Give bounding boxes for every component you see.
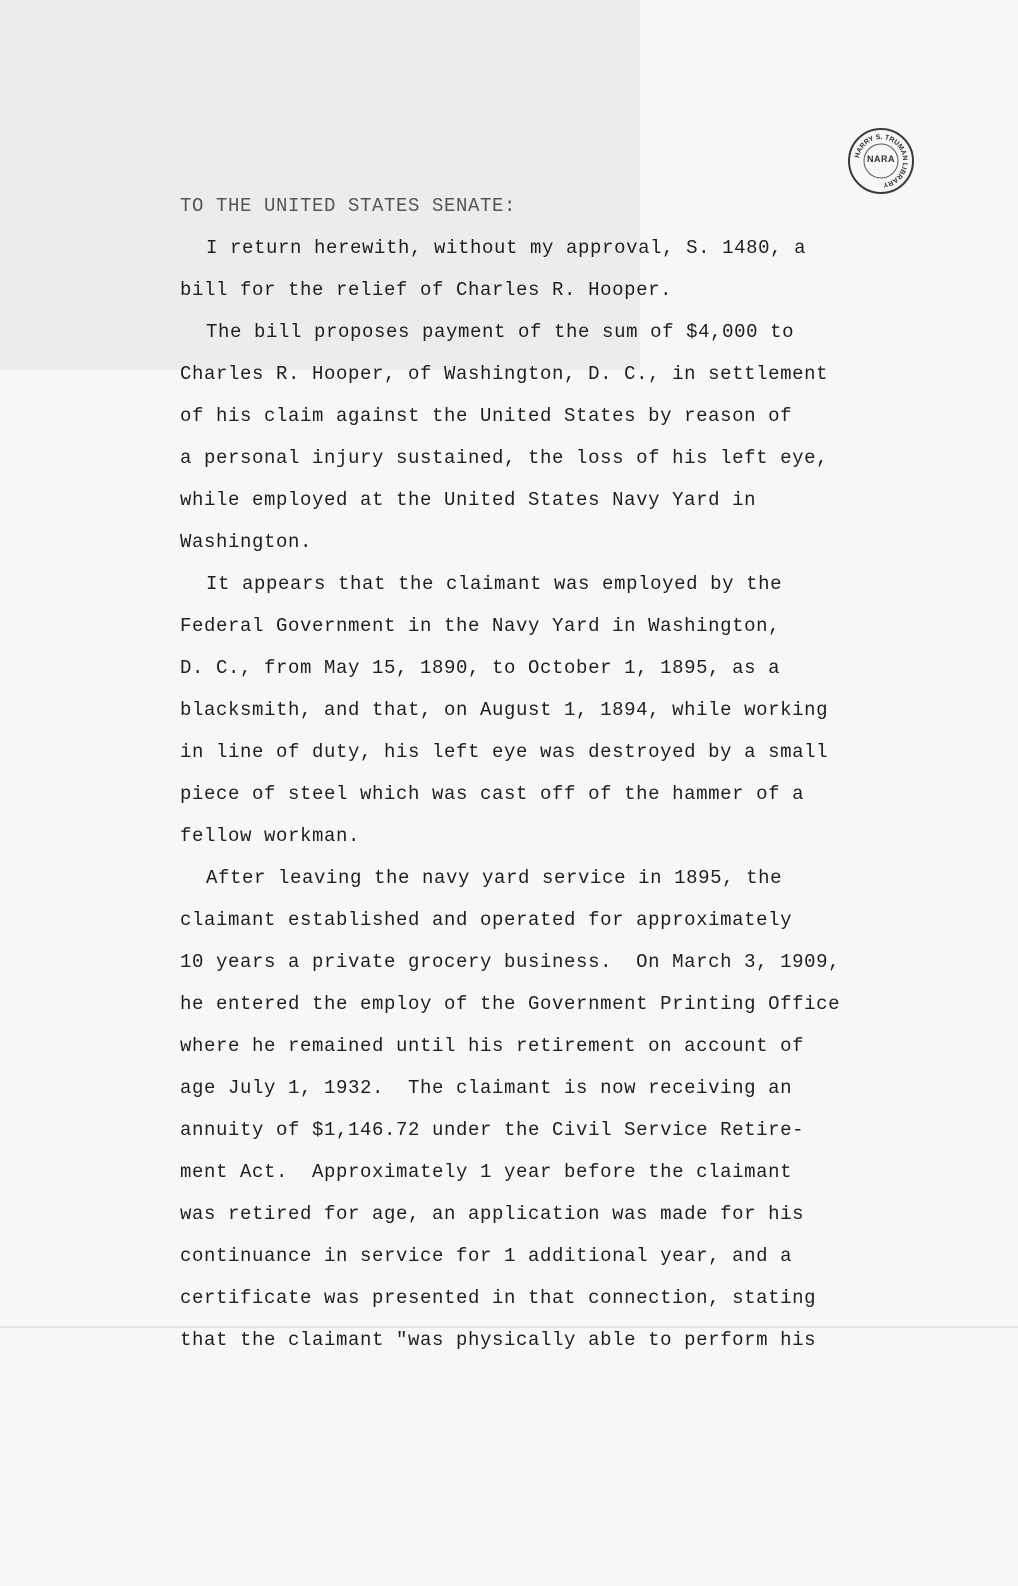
letter-heading: TO THE UNITED STATES SENATE: [180,195,517,217]
text-line: that the claimant "was physically able to perform his [180,1329,817,1351]
text-line: annuity of $1,146.72 under the Civil Service Retire- [180,1119,805,1141]
paragraphs-container [180,227,880,1361]
text-line: Federal Government in the Navy Yard in Washington, [180,615,781,637]
text-line: The bill proposes payment of the sum of $4,000 to [206,321,795,343]
text-line: was retired for age, an application was made for his [180,1203,805,1225]
stamp-ring-text: HARRY S. TRUMAN LIBRARY [854,133,909,188]
text-line: It appears that the claimant was employed by the [206,573,783,595]
paragraph [180,227,880,311]
text-line: claimant established and operated for approximately [180,909,793,931]
text-line: of his claim against the United States by reason of [180,405,793,427]
text-line: blacksmith, and that, on August 1, 1894, while working [180,699,829,721]
text-line: in line of duty, his left eye was destroyed by a small [180,741,829,763]
text-line: a personal injury sustained, the loss of his left eye, [180,447,829,469]
text-line: D. C., from May 15, 1890, to October 1, 1895, as a [180,657,781,679]
paragraph [180,563,880,857]
text-line: piece of steel which was cast off of the hammer of a [180,783,805,805]
text-line: fellow workman. [180,825,361,847]
stamp-center-text: NARA [867,154,895,164]
text-line: I return herewith, without my approval, S. 1480, a [206,237,807,259]
text-line: Charles R. Hooper, of Washington, D. C., in settlement [180,363,829,385]
text-line: where he remained until his retirement on account of [180,1035,805,1057]
text-line: he entered the employ of the Government Printing Office [180,993,841,1015]
text-line: ment Act. Approximately 1 year before the claimant [180,1161,793,1183]
text-line: Washington. [180,531,313,553]
text-line: After leaving the navy yard service in 1895, the [206,867,783,889]
text-line: certificate was presented in that connection, stating [180,1287,817,1309]
letter-body [180,185,880,1361]
text-line: age July 1, 1932. The claimant is now receiving an [180,1077,793,1099]
text-line: 10 years a private grocery business. On March 3, 1909, [180,951,841,973]
text-line: continuance in service for 1 additional year, and a [180,1245,793,1267]
text-line: bill for the relief of Charles R. Hooper. [180,279,673,301]
paragraph [180,311,880,563]
paragraph [180,857,880,1361]
text-line: while employed at the United States Navy Yard in [180,489,757,511]
